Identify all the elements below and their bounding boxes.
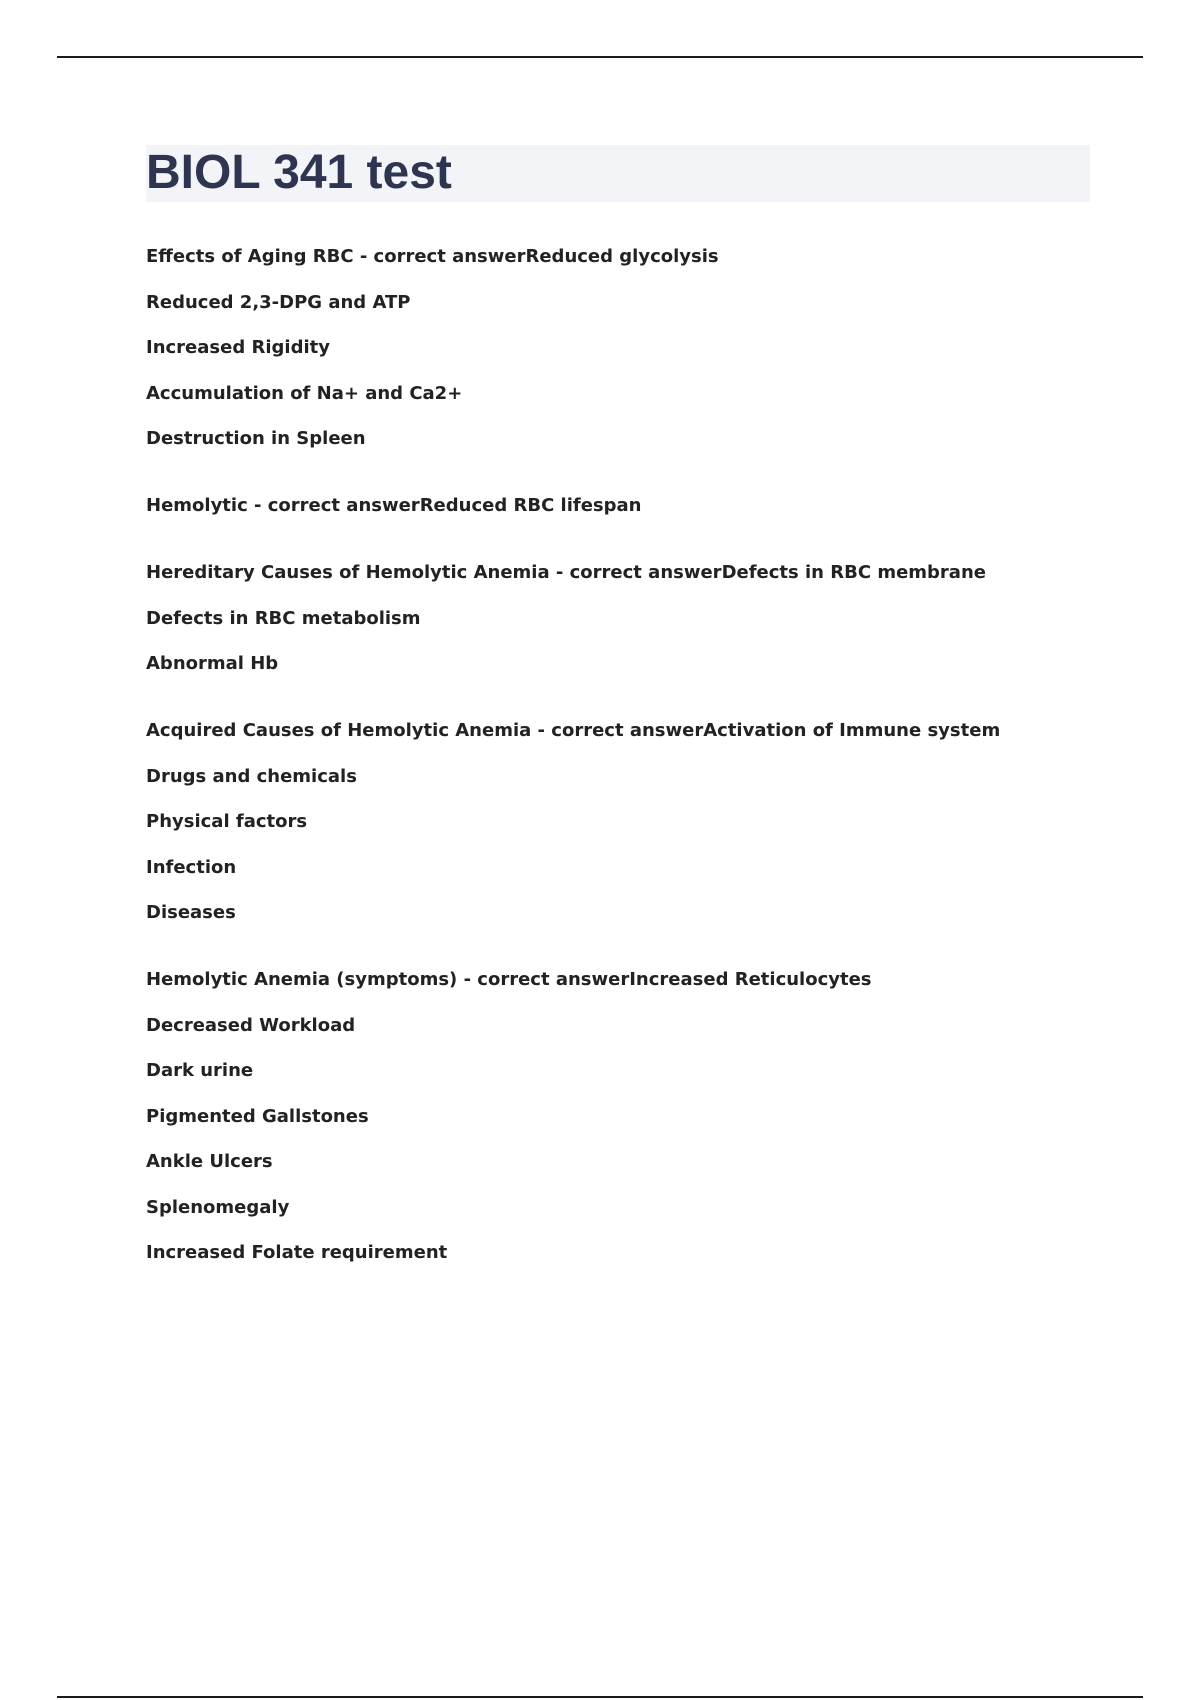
qa-answer: Reduced RBC lifespan: [419, 495, 642, 516]
qa-answer-line: Dark urine: [146, 1060, 254, 1081]
qa-item: [146, 720, 1106, 923]
bottom-divider: [57, 1696, 1143, 1698]
qa-term: Acquired Causes of Hemolytic Anemia: [146, 720, 532, 741]
qa-answer-line: Pigmented Gallstones: [146, 1105, 369, 1127]
qa-item: [146, 969, 1106, 1263]
qa-term: Effects of Aging RBC: [146, 246, 354, 267]
qa-separator: - correct answer: [531, 720, 704, 741]
qa-term: Hemolytic: [146, 495, 248, 516]
qa-answer: Activation of Immune system: [703, 720, 1001, 741]
qa-item: [146, 246, 1106, 449]
qa-answer-line: Drugs and chemicals: [146, 765, 357, 787]
page-title: BIOL 341 test: [146, 146, 452, 199]
qa-question-line: [146, 562, 1106, 583]
top-divider: [57, 56, 1143, 58]
qa-separator: - correct answer: [247, 495, 420, 516]
qa-answer-line: Abnormal Hb: [146, 653, 279, 674]
qa-question-line: [146, 720, 1106, 741]
qa-answer-line: Destruction in Spleen: [146, 428, 366, 449]
qa-term: Hereditary Causes of Hemolytic Anemia: [146, 562, 550, 583]
qa-answer: Increased Reticulocytes: [629, 969, 872, 990]
qa-answer-line: Ankle Ulcers: [146, 1151, 273, 1172]
qa-answer: Defects in RBC membrane: [721, 562, 986, 583]
qa-answer-line: Increased Folate requirement: [146, 1242, 448, 1263]
qa-answer-line: Physical factors: [146, 811, 308, 832]
qa-question-line: [146, 969, 1106, 990]
qa-answer-line: Decreased Workload: [146, 1014, 356, 1036]
qa-item: [146, 495, 1106, 516]
qa-answer: Reduced glycolysis: [525, 246, 719, 267]
qa-answer-line: Infection: [146, 856, 237, 878]
qa-separator: - correct answer: [353, 246, 526, 267]
qa-answer-line: Accumulation of Na+ and Ca2+: [146, 382, 463, 404]
qa-separator: - correct answer: [549, 562, 722, 583]
qa-answer-line: Splenomegaly: [146, 1196, 290, 1218]
qa-item: [146, 562, 1106, 674]
qa-question-line: [146, 495, 1106, 516]
qa-answer-line: Reduced 2,3-DPG and ATP: [146, 291, 411, 313]
qa-term: Hemolytic Anemia (symptoms): [146, 969, 458, 990]
qa-question-line: [146, 246, 1106, 267]
qa-answer-line: Defects in RBC metabolism: [146, 607, 421, 629]
qa-separator: - correct answer: [457, 969, 630, 990]
flashcard-list: [146, 246, 1106, 1309]
qa-answer-line: Increased Rigidity: [146, 337, 330, 358]
qa-answer-line: Diseases: [146, 902, 236, 923]
